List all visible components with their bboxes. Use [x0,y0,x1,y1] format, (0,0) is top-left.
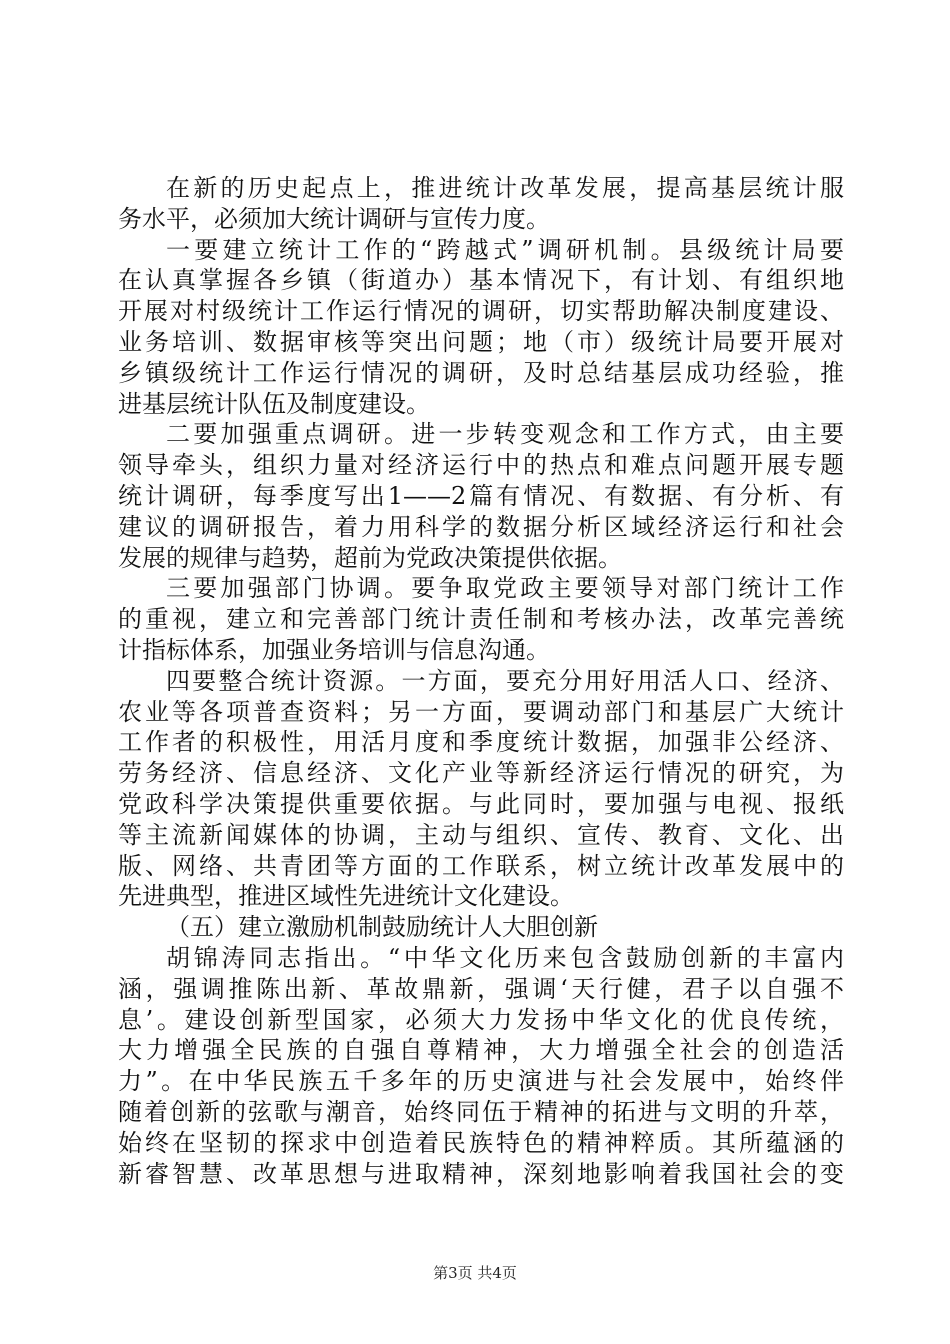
text-line: 大力增强全民族的自强自尊精神，大力增强全社会的创造活 [118,1036,844,1065]
text-line: 先进典型，推进区域性先进统计文化建设。 [118,882,574,911]
text-line: 党政科学决策提供重要依据。与此同时，要加强与电视、报纸 [118,789,844,818]
text-line: 等主流新闻媒体的协调，主动与组织、宣传、教育、文化、出 [118,820,844,849]
text-line: 在新的历史起点上，推进统计改革发展，提高基层统计服 [166,174,844,202]
page-number-footer: 第3页 共4页 [433,1264,517,1282]
text-line: 务水平，必须加大统计调研与宣传力度。 [118,204,550,233]
text-line: 农业等各项普查资料；另一方面，要调动部门和基层广大统计 [118,697,844,726]
text-line: 开展对村级统计工作运行情况的调研，切实帮助解决制度建设、 [118,297,844,326]
text-line: 计指标体系，加强业务培训与信息沟通。 [118,635,550,664]
text-line: 三要加强部门协调。要争取党政主要领导对部门统计工作 [166,574,844,603]
text-line: 在认真掌握各乡镇（街道办）基本情况下，有计划、有组织地 [118,266,844,295]
text-line: 二要加强重点调研。进一步转变观念和工作方式，由主要 [166,420,844,449]
text-line: 乡镇级统计工作运行情况的调研，及时总结基层成功经验，推 [118,358,844,387]
text-line: 的重视，建立和完善部门统计责任制和考核办法，改革完善统 [118,605,844,634]
text-line: 始终在坚韧的探求中创造着民族特色的精神粹质。其所蕴涵的 [118,1128,844,1157]
text-line: 一要建立统计工作的“跨越式”调研机制。县级统计局要 [166,235,844,264]
text-line: 四要整合统计资源。一方面，要充分用好用活人口、经济、 [166,666,844,695]
text-line: 发展的规律与趋势，超前为党政决策提供依据。 [118,543,622,572]
text-line: 劳务经济、信息经济、文化产业等新经济运行情况的研究，为 [118,759,844,788]
text-line: 新睿智慧、改革思想与进取精神，深刻地影响着我国社会的变 [118,1159,844,1188]
text-line: 随着创新的弦歌与潮音，始终同伍于精神的拓进与文明的升萃， [118,1097,844,1126]
text-line: 统计调研，每季度写出1——2篇有情况、有数据、有分析、有 [118,481,844,510]
text-line: 进基层统计队伍及制度建设。 [118,389,430,418]
text-line: 涵，强调推陈出新、革故鼎新，强调‘天行健，君子以自强不 [118,974,844,1003]
document-body [118,173,844,1189]
text-line: 建议的调研报告，着力用科学的数据分析区域经济运行和社会 [118,512,844,541]
text-line: 胡锦涛同志指出。“中华文化历来包含鼓励创新的丰富内 [166,943,844,972]
text-line: 领导牵头，组织力量对经济运行中的热点和难点问题开展专题 [118,451,844,480]
text-line: 力”。在中华民族五千多年的历史演进与社会发展中，始终伴 [118,1067,844,1096]
text-line: 版、网络、共青团等方面的工作联系，树立统计改革发展中的 [118,851,844,880]
text-line: 息’。建设创新型国家，必须大力发扬中华文化的优良传统， [118,1005,844,1034]
text-line: 工作者的积极性，用活月度和季度统计数据，加强非公经济、 [118,728,844,757]
text-line: 业务培训、数据审核等突出问题；地（市）级统计局要开展对 [118,327,844,356]
section-heading: （五）建立激励机制鼓励统计人大胆创新 [166,913,598,942]
